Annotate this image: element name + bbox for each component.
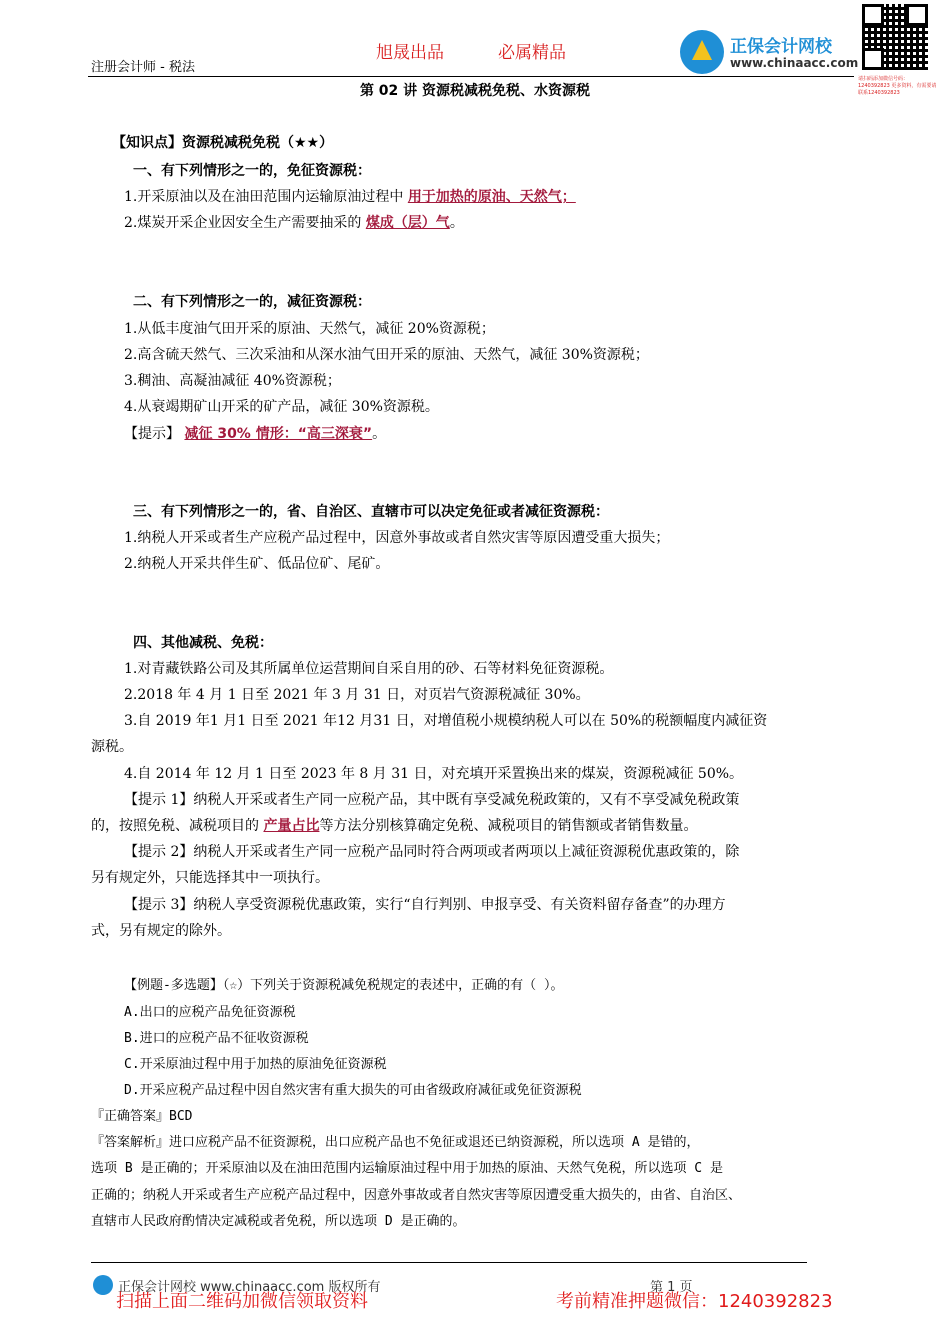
highlight-text: 产量占比 — [263, 818, 320, 834]
slogan-1: 旭晟出品 — [376, 43, 444, 63]
section4-heading: 四、其他减税、免税： — [133, 635, 273, 651]
section2-item: 3.稠油、高凝油减征 40%资源税； — [124, 373, 341, 389]
footer-copyright: 正保会计网校 www.chinaacc.com 版权所有 — [118, 1280, 381, 1295]
footer-divider — [91, 1262, 807, 1263]
tip-3: 【提示 3】纳税人享受资源税优惠政策，实行“自行判别、申报享受、有关资料留存备查”的办理方 — [124, 897, 726, 913]
header-subject: 注册会计师 - 税法 — [91, 60, 195, 75]
example-analysis: 选项 B 是正确的；开采原油以及在油田范围内运输原油过程中用于加热的原油、天然气免税，所以选项 C 是 — [91, 1161, 723, 1176]
example-option: A.出口的应税产品免征资源税 — [124, 1005, 296, 1020]
section1-item2: 2.煤炭开采企业因安全生产需要抽采的 煤成（层）气。 — [124, 215, 464, 231]
highlight-text: 减征 30% 情形：“高三深衰” — [184, 426, 373, 442]
example-answer: 『正确答案』BCD — [91, 1109, 193, 1124]
tip-2: 【提示 2】纳税人开采或者生产同一应税产品同时符合两项或者两项以上减征资源税优惠政策的，除 — [124, 844, 740, 860]
header-divider — [88, 76, 854, 77]
tip-3-cont: 式，另有规定的除外。 — [91, 923, 231, 939]
example-analysis: 正确的；纳税人开采或者生产应税产品过程中，因意外事故或者自然灾害等原因遭受重大损失的，由省、自治区、 — [91, 1188, 742, 1203]
section4-item: 1.对青藏铁路公司及其所属单位运营期间自采自用的砂、石等材料免征资源税。 — [124, 661, 614, 677]
section3-heading: 三、有下列情形之一的，省、自治区、直辖市可以决定免征或者减征资源税： — [133, 504, 609, 520]
section4-item: 2.2018 年 4 月 1 日至 2021 年 3 月 31 日，对页岩气资源税减征 30%。 — [124, 687, 590, 703]
page-title: 第 02 讲 资源税减税免税、水资源税 — [359, 83, 591, 99]
tip-1-cont: 的，按照免税、减税项目的 产量占比等方法分别核算确定免税、减税项目的销售额或者销售数量。 — [91, 818, 698, 834]
footer-promo-left: 扫描上面二维码加微信领取资料 — [116, 1291, 368, 1312]
logo-url: www.chinaacc.com — [730, 56, 859, 70]
section2-item: 2.高含硫天然气、三次采油和从深水油气田开采的原油、天然气，减征 30%资源税； — [124, 347, 649, 363]
footer-promo-right: 考前精准押题微信：1240392823 — [556, 1291, 833, 1312]
example-option: D.开采应税产品过程中因自然灾害有重大损失的可由省级政府减征或免征资源税 — [124, 1083, 582, 1098]
qr-code-icon — [862, 4, 928, 70]
tip-1: 【提示 1】纳税人开采或者生产同一应税产品，其中既有享受减免税政策的，又有不享受减免税政策 — [124, 792, 740, 808]
example-option: C.开采原油过程中用于加热的原油免征资源税 — [124, 1057, 387, 1072]
example-option: B.进口的应税产品不征收资源税 — [124, 1031, 309, 1046]
section2-item: 1.从低丰度油气田开采的原油、天然气，减征 20%资源税； — [124, 321, 495, 337]
section3-item: 2.纳税人开采共伴生矿、低品位矿、尾矿。 — [124, 556, 390, 572]
example-question: 【例题-多选题】（☆）下列关于资源税减免税规定的表述中，正确的有（ ）。 — [124, 978, 564, 993]
chinaacc-logo[interactable] — [680, 30, 860, 78]
qr-caption: 请扫码添加微信号码：1240392823 更多资料，有需要请联系1240392823 — [858, 76, 937, 96]
section2-tip: 【提示】 减征 30% 情形：“高三深衰”。 — [124, 426, 387, 442]
highlight-text: 用于加热的原油、天然气； — [407, 189, 576, 205]
page-number: 第 1 页 — [650, 1280, 693, 1295]
section4-item: 3.自 2019 年1 月1 日至 2021 年12 月31 日，对增值税小规模纳税人可以在 50%的税额幅度内减征资 — [124, 713, 768, 729]
footer-logo-icon — [93, 1275, 113, 1295]
tip-2-cont: 另有规定外，只能选择其中一项执行。 — [91, 870, 329, 886]
section1-item1: 1.开采原油以及在油田范围内运输原油过程中 用于加热的原油、天然气； — [124, 189, 576, 205]
section2-heading: 二、有下列情形之一的，减征资源税： — [133, 294, 371, 310]
example-analysis: 直辖市人民政府酌情决定减税或者免税，所以选项 D 是正确的。 — [91, 1214, 466, 1229]
section4-item-cont: 源税。 — [91, 739, 133, 755]
section1-heading: 一、有下列情形之一的，免征资源税： — [133, 163, 371, 179]
section4-item: 4.自 2014 年 12 月 1 日至 2023 年 8 月 31 日，对充填开采置换出来的煤炭，资源税减征 50%。 — [124, 766, 744, 782]
knowledge-point-heading: 【知识点】资源税减税免税（★★） — [112, 135, 334, 151]
highlight-text: 煤成（层）气 — [365, 215, 450, 231]
slogan-2: 必属精品 — [498, 43, 566, 63]
logo-name: 正保会计网校 — [730, 37, 832, 57]
example-analysis: 『答案解析』进口应税产品不征资源税，出口应税产品也不免征或退还已纳资源税，所以选项 A 是错的， — [91, 1135, 700, 1150]
section3-item: 1.纳税人开采或者生产应税产品过程中，因意外事故或者自然灾害等原因遭受重大损失； — [124, 530, 670, 546]
section2-item: 4.从衰竭期矿山开采的矿产品，减征 30%资源税。 — [124, 399, 439, 415]
logo-icon — [680, 30, 724, 74]
